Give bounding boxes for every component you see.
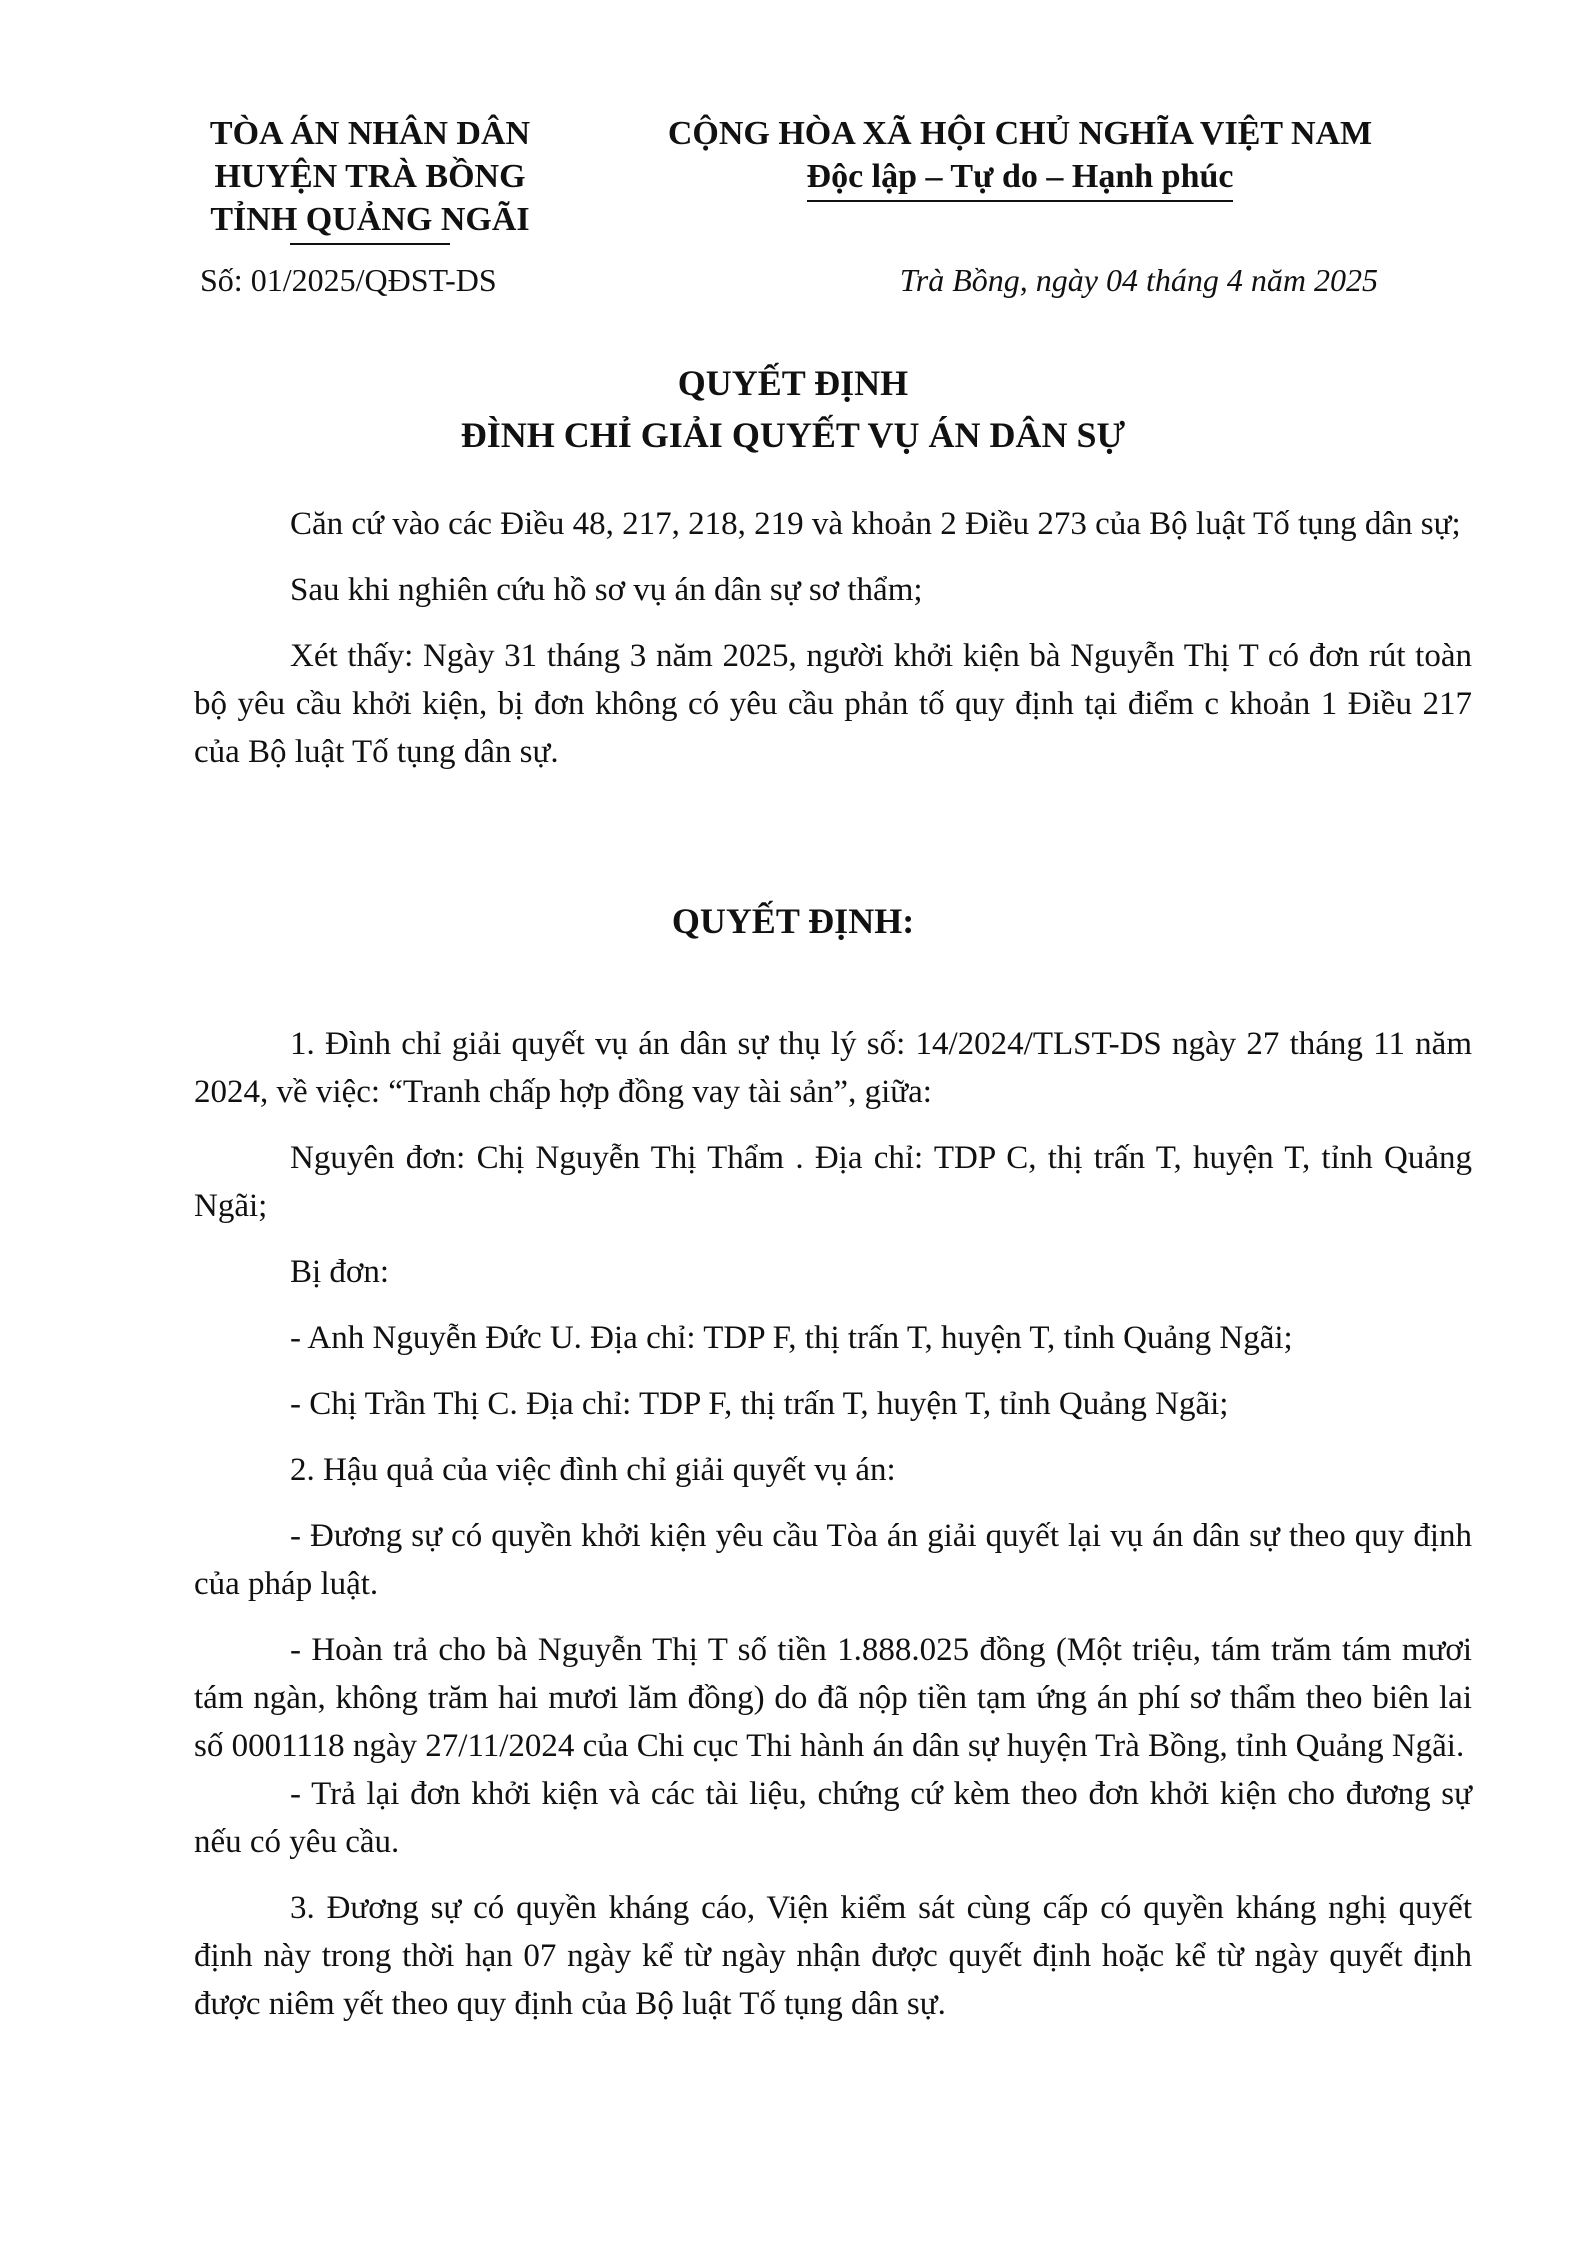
national-motto-block: [640, 112, 1400, 202]
decision-paragraph: - Trả lại đơn khởi kiện và các tài liệu, chứng cứ kèm theo đơn khởi kiện cho đương sự nếu có yêu cầu.: [194, 1776, 1472, 1860]
court-underline: [290, 243, 450, 245]
decision-paragraph: 2. Hậu quả của việc đình chỉ giải quyết vụ án:: [290, 1452, 896, 1488]
place-date: Trà Bồng, ngày 04 tháng 4 năm 2025: [899, 262, 1378, 298]
document-title: QUYẾT ĐỊNH: [677, 363, 909, 403]
decision-paragraph: - Hoàn trả cho bà Nguyễn Thị T số tiền 1.888.025 đồng (Một triệu, tám trăm tám mươi tám ngàn, không trăm hai mươi lăm đồng) do đã nộp tiền tạm ứng án phí sơ thẩm theo biên lai số 0001118 ngày 27/11/2024 của Chi cục Thi hành án dân sự huyện Trà Bồng, tỉnh Quảng Ngãi.: [194, 1632, 1472, 1764]
preamble-section: [194, 500, 1472, 776]
decision-paragraph: Nguyên đơn: Chị Nguyễn Thị Thẩm . Địa chỉ: TDP C, thị trấn T, huyện T, tỉnh Quảng Ngãi;: [194, 1140, 1472, 1224]
document-subtitle: ĐÌNH CHỈ GIẢI QUYẾT VỤ ÁN DÂN SỰ: [460, 415, 1126, 455]
decision-paragraph: - Anh Nguyễn Đức U. Địa chỉ: TDP F, thị trấn T, huyện T, tỉnh Quảng Ngãi;: [290, 1320, 1293, 1356]
decision-paragraph: Bị đơn:: [290, 1254, 390, 1290]
preamble-paragraph: Sau khi nghiên cứu hồ sơ vụ án dân sự sơ thẩm;: [290, 572, 923, 608]
motto: Độc lập – Tự do – Hạnh phúc: [807, 155, 1234, 202]
preamble-paragraph: Xét thấy: Ngày 31 tháng 3 năm 2025, người khởi kiện bà Nguyễn Thị T có đơn rút toàn bộ yêu cầu khởi kiện, bị đơn không có yêu cầu phản tố quy định tại điểm c khoản 1 Điều 217 của Bộ luật Tố tụng dân sự.: [194, 638, 1472, 770]
decision-paragraph: - Đương sự có quyền khởi kiện yêu cầu Tòa án giải quyết lại vụ án dân sự theo quy định của pháp luật.: [194, 1518, 1472, 1602]
decision-paragraph: 3. Đương sự có quyền kháng cáo, Viện kiểm sát cùng cấp có quyền kháng nghị quyết định này trong thời hạn 07 ngày kể từ ngày nhận được quyết định hoặc kể từ ngày quyết định được niêm yết theo quy định của Bộ luật Tố tụng dân sự.: [194, 1890, 1472, 2022]
country-name: CỘNG HÒA XÃ HỘI CHỦ NGHĨA VIỆT NAM: [667, 115, 1373, 152]
court-name-block: [150, 112, 590, 245]
decision-paragraph: - Chị Trần Thị C. Địa chỉ: TDP F, thị trấn T, huyện T, tỉnh Quảng Ngãi;: [290, 1386, 1229, 1422]
court-line-1: TÒA ÁN NHÂN DÂN: [209, 115, 531, 152]
decision-section: [194, 1020, 1472, 2028]
court-line-2: HUYỆN TRÀ BỒNG: [214, 158, 526, 195]
decision-paragraph: 1. Đình chỉ giải quyết vụ án dân sự thụ lý số: 14/2024/TLST-DS ngày 27 tháng 11 năm 2024, về việc: “Tranh chấp hợp đồng vay tài sản”, giữa:: [194, 1026, 1472, 1110]
decision-heading: QUYẾT ĐỊNH:: [671, 901, 915, 941]
preamble-paragraph: Căn cứ vào các Điều 48, 217, 218, 219 và khoản 2 Điều 273 của Bộ luật Tố tụng dân sự;: [290, 506, 1461, 542]
court-line-3: TỈNH QUẢNG NGÃI: [210, 201, 530, 238]
document-number: Số: 01/2025/QĐST-DS: [200, 262, 497, 298]
